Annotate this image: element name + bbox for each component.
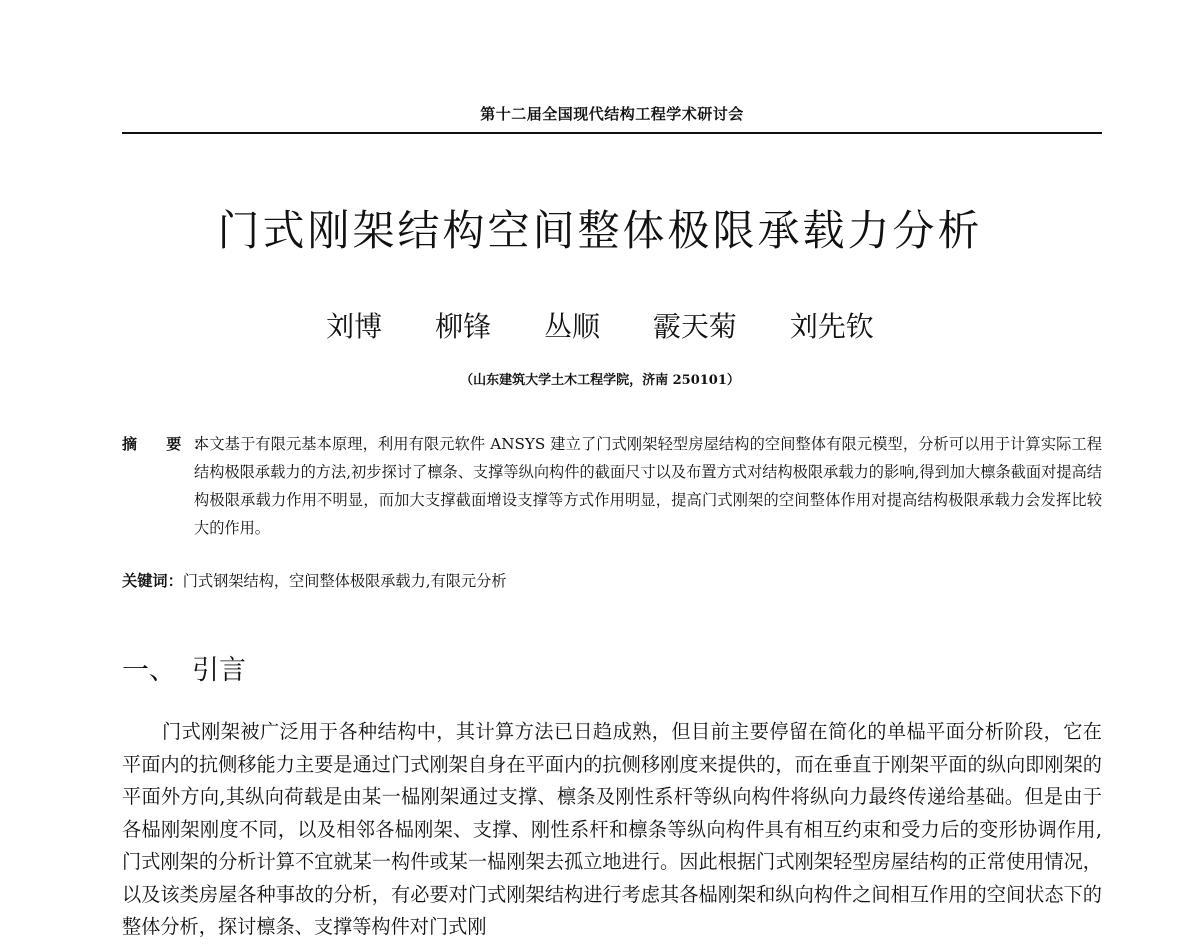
author-list <box>0 305 1200 345</box>
section-heading <box>122 648 246 687</box>
author-name: 刘先钦 <box>789 310 874 343</box>
author-name: 丛顺 <box>543 310 600 343</box>
affiliation: （山东建筑大学土木工程学院，济南 250101） <box>460 373 740 388</box>
keywords <box>122 567 1102 595</box>
keywords-text: 门式钢架结构，空间整体极限承载力,有限元分析 <box>182 572 507 590</box>
intro-paragraph: 门式刚架被广泛用于各种结构中，其计算方法已日趋成熟，但目前主要停留在简化的单榀平面分析阶段，它在平面内的抗侧移能力主要是通过门式刚架自身在平面内的抗侧移刚度来提供的，而在垂直于刚架平面的纵向即刚架的平面外方向,其纵向荷载是由某一榀刚架通过支撑、檩条及刚性系杆等纵向构件将纵向力最终传递给基础。但是由于各榀刚架刚度不同，以及相邻各榀刚架、支撑、刚性系杆和檩条等纵向构件具有相互约束和受力后的变形协调作用,门式刚架的分析计算不宜就某一构件或某一榀刚架去孤立地进行。因此根据门式刚架轻型房屋结构的正常使用情况，以及该类房屋各种事故的分析，有必要对门式刚架结构进行考虑其各榀刚架和纵向构件之间相互作用的空间状态下的整体分析，探讨檩条、支撑等构件对门式刚 <box>122 720 1102 938</box>
header-rule <box>122 132 1102 134</box>
author-name: 霰天菊 <box>652 310 737 343</box>
paper-title: 门式刚架结构空间整体极限承载力分析 <box>217 206 983 255</box>
keywords-label: 关键词： <box>122 572 183 590</box>
abstract-text: 本文基于有限元基本原理，利用有限元软件 ANSYS 建立了门式刚架轻型房屋结构的空间整体有限元模型，分析可以用于计算实际工程结构极限承载力的方法,初步探讨了檩条、支撑等纵向构件的截面尺寸以及布置方式对结构极限承载力的影响,得到加大檩条截面对提高结构极限承载力作用不明显，而加大支撑截面增设支撑等方式作用明显，提高门式刚架的空间整体作用对提高结构极限承载力会发挥比较大的作用。 <box>194 435 1102 537</box>
author-name: 柳锋 <box>435 310 492 343</box>
section-number: 一、 <box>122 655 176 686</box>
author-name: 刘博 <box>326 310 383 343</box>
abstract-label: 摘 要： <box>122 435 221 453</box>
section-title: 引言 <box>192 655 246 686</box>
abstract <box>122 430 1102 542</box>
running-header: 第十二届全国现代结构工程学术研讨会 <box>480 105 744 123</box>
